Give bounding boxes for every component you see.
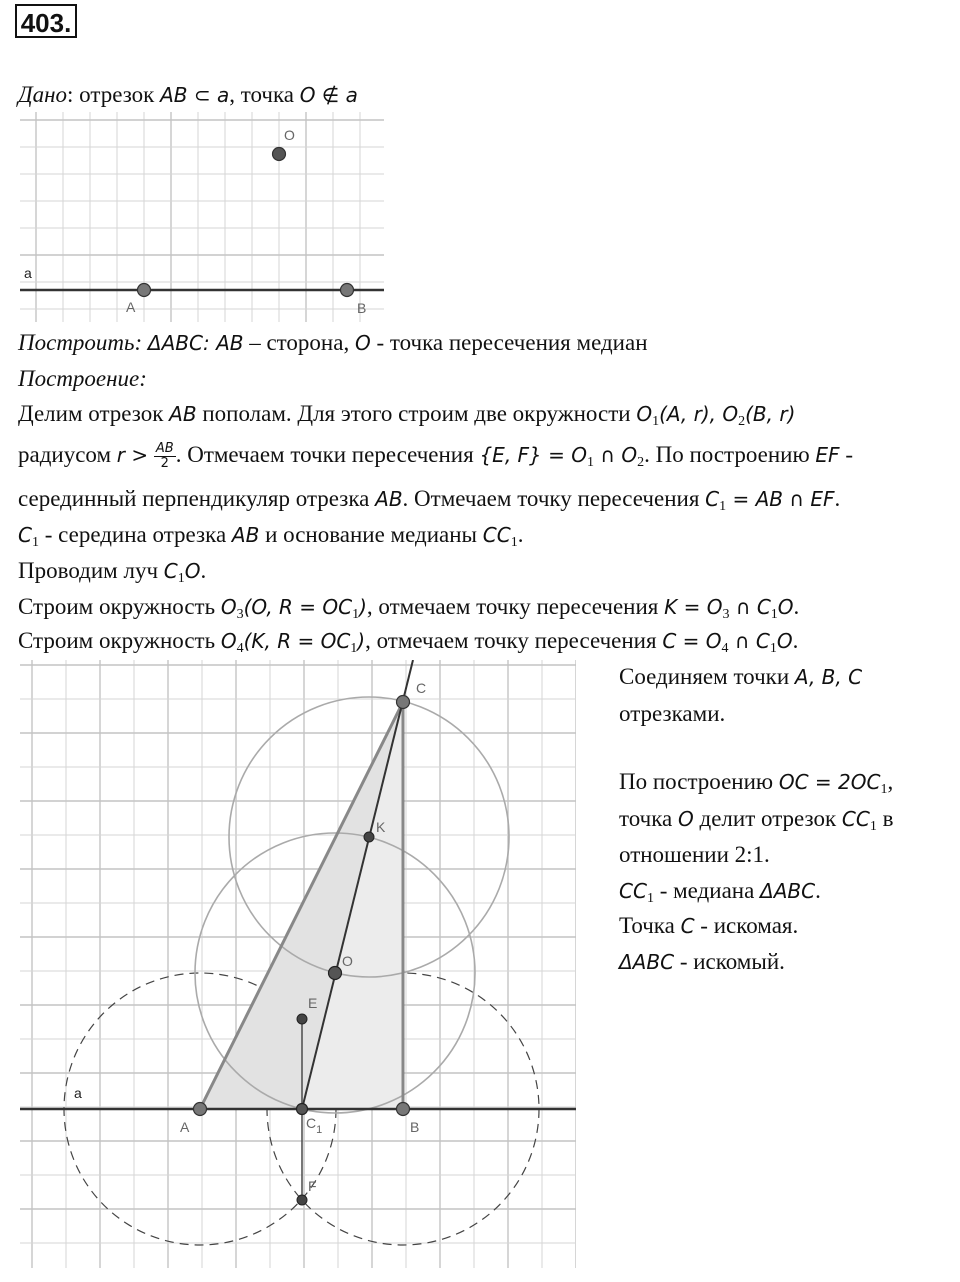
- step-math: O: [220, 595, 237, 619]
- step-math: C: [163, 559, 178, 583]
- step-text: . Отмечаем точку пересечения: [402, 486, 706, 511]
- step-text: радиусом: [18, 442, 117, 467]
- step-math: O: [722, 402, 739, 426]
- given-text-2: , точка: [229, 82, 300, 107]
- step-math: EF: [815, 443, 840, 467]
- step-sub: 3: [236, 607, 244, 622]
- side-line-7: [619, 908, 798, 944]
- problem-number: 403.: [15, 4, 77, 38]
- point-a: [194, 1103, 207, 1116]
- step-sub: 2: [738, 414, 746, 429]
- side-math: O: [678, 807, 694, 831]
- side-sub: 1: [869, 819, 877, 834]
- label-a: A: [180, 1119, 190, 1135]
- side-line-1: [619, 659, 862, 695]
- given-expr-ab: AB ⊂ a: [160, 83, 230, 107]
- label-c1-sub: 1: [316, 1124, 323, 1136]
- point-b: [341, 284, 354, 297]
- step-sub: 2: [637, 455, 645, 470]
- step-math: ∩ C: [728, 629, 770, 653]
- construct-text-2: - точка пересечения медиан: [370, 330, 648, 355]
- step-math: O: [220, 629, 237, 653]
- given-figure: [20, 112, 384, 322]
- step-text: , отмечаем точку пересечения: [365, 628, 663, 653]
- side-math: CC: [841, 807, 870, 831]
- step-text: серединный перпендикуляр отрезка: [18, 486, 376, 511]
- step-math: (K, R = OC: [243, 629, 351, 653]
- label-a-line: a: [24, 265, 32, 281]
- point-e: [297, 1014, 307, 1024]
- step-text: Делим отрезок: [18, 401, 170, 426]
- step-math: CC: [482, 523, 511, 547]
- step-sub: 1: [352, 607, 360, 622]
- side-text: - искомый.: [674, 949, 785, 974]
- step-math: {E, F} = O: [479, 443, 587, 467]
- given-text: : отрезок: [67, 82, 161, 107]
- point-c: [397, 696, 410, 709]
- step-math: AB: [169, 402, 197, 426]
- step-text: , отмечаем точку пересечения: [366, 594, 665, 619]
- side-math: ΔABC: [619, 950, 675, 974]
- side-text: - искомая.: [694, 913, 799, 938]
- step-math: K = O: [664, 595, 723, 619]
- step-text: и основание медианы: [259, 522, 483, 547]
- step-math: AB: [375, 487, 403, 511]
- step-math: r >: [116, 443, 149, 467]
- step-sub: 1: [652, 414, 660, 429]
- label-o: O: [284, 127, 295, 143]
- step-text: пополам. Для этого строим две окружности: [196, 401, 637, 426]
- construct-expr: ΔABC: AB: [147, 331, 244, 355]
- step-sub: 1: [769, 641, 777, 656]
- point-a: [138, 284, 151, 297]
- fraction: [154, 442, 176, 471]
- step-sub: 1: [177, 571, 185, 586]
- step-sub: 1: [586, 455, 594, 470]
- side-text: в: [876, 806, 894, 831]
- step-sub: 3: [722, 607, 730, 622]
- step-6: [18, 592, 799, 630]
- step-sub: 1: [719, 499, 727, 514]
- step-math: O: [776, 629, 793, 653]
- step-sub: 1: [770, 607, 778, 622]
- step-3: [18, 484, 840, 522]
- step-text: - середина отрезка: [38, 522, 232, 547]
- step-text: Строим окружность: [18, 594, 221, 619]
- side-line-8: [619, 944, 785, 980]
- point-c1: [297, 1104, 308, 1115]
- step-math: O: [777, 595, 794, 619]
- label-b: B: [410, 1119, 420, 1135]
- step-text: Строим окружность: [18, 628, 221, 653]
- label-f: F: [308, 1178, 317, 1194]
- step-math: C: [705, 487, 720, 511]
- step-math: (B, r): [745, 402, 796, 426]
- label-o: O: [342, 953, 353, 969]
- step-math: ∩ C: [729, 595, 771, 619]
- side-text: Точка: [619, 913, 681, 938]
- label-a-line: a: [74, 1085, 82, 1101]
- point-f: [297, 1195, 307, 1205]
- side-math: A, B, C: [794, 665, 863, 689]
- point-o: [273, 148, 286, 161]
- step-math: ): [357, 629, 366, 653]
- step-text: .: [834, 486, 841, 511]
- label-k: K: [376, 819, 386, 835]
- construct-text: – сторона,: [243, 330, 355, 355]
- step-math: O: [636, 402, 653, 426]
- step-text: -: [839, 442, 853, 467]
- step-2: [18, 440, 853, 478]
- point-b: [397, 1103, 410, 1116]
- label-e: E: [308, 995, 318, 1011]
- side-text: делит отрезок: [693, 806, 842, 831]
- label-c1: [306, 1115, 322, 1136]
- given-expr-o: O ∉ a: [299, 83, 358, 107]
- side-sub: 1: [646, 891, 654, 906]
- construct-o: O: [354, 331, 371, 355]
- construct-label: Построить:: [18, 330, 148, 355]
- given-line: [18, 80, 358, 110]
- side-text: точка: [619, 806, 679, 831]
- step-sub: 1: [510, 535, 518, 550]
- step-math: C: [18, 523, 32, 547]
- construction-label: Построение:: [18, 366, 147, 391]
- step-sub: 4: [236, 641, 244, 656]
- step-sub: 1: [350, 641, 358, 656]
- step-math: (O, R = OC: [243, 595, 353, 619]
- label-a: A: [126, 299, 136, 315]
- point-o: [329, 967, 342, 980]
- label-c1-letter: C: [306, 1115, 317, 1131]
- fraction-denominator: 2: [160, 456, 169, 472]
- step-5: [18, 556, 206, 594]
- side-math: CC: [619, 879, 647, 903]
- step-text: Проводим луч: [18, 558, 164, 583]
- given-label: Дано: [18, 82, 68, 107]
- step-math: ∩ O: [593, 443, 638, 467]
- side-text: По построению: [619, 769, 779, 794]
- side-line-2: отрезками.: [619, 701, 726, 726]
- step-math: AB: [231, 523, 260, 547]
- side-text: - медиана: [653, 878, 761, 903]
- side-math: ΔABC: [760, 879, 816, 903]
- point-k: [364, 832, 374, 842]
- step-sub: 4: [721, 641, 729, 656]
- step-math: (A, r),: [659, 402, 723, 426]
- side-text: Соединяем точки: [619, 664, 795, 689]
- step-4: [18, 520, 523, 558]
- fraction-numerator: AB: [155, 441, 174, 457]
- step-text: . По построению: [644, 442, 816, 467]
- step-text: .: [517, 522, 524, 547]
- step-math: O: [184, 559, 201, 583]
- side-math: OC = 2OC: [778, 770, 881, 794]
- side-sub: 1: [880, 782, 888, 797]
- step-math: = AB ∩ EF: [726, 487, 835, 511]
- side-text: ,: [887, 769, 894, 794]
- step-math: ): [359, 595, 367, 619]
- side-line-5: отношении 2:1.: [619, 842, 770, 867]
- step-text: .: [792, 628, 799, 653]
- step-text: .: [793, 594, 800, 619]
- side-text: .: [815, 878, 821, 903]
- side-math: C: [680, 914, 695, 938]
- step-text: .: [200, 558, 207, 583]
- step-math: C = O: [662, 629, 722, 653]
- label-c: C: [416, 680, 427, 696]
- label-b: B: [357, 300, 367, 316]
- construction-figure: [20, 660, 576, 1268]
- construct-line: [18, 328, 648, 358]
- step-text: . Отмечаем точки пересечения: [175, 442, 480, 467]
- step-sub: 1: [31, 535, 39, 550]
- step-1: [18, 399, 795, 437]
